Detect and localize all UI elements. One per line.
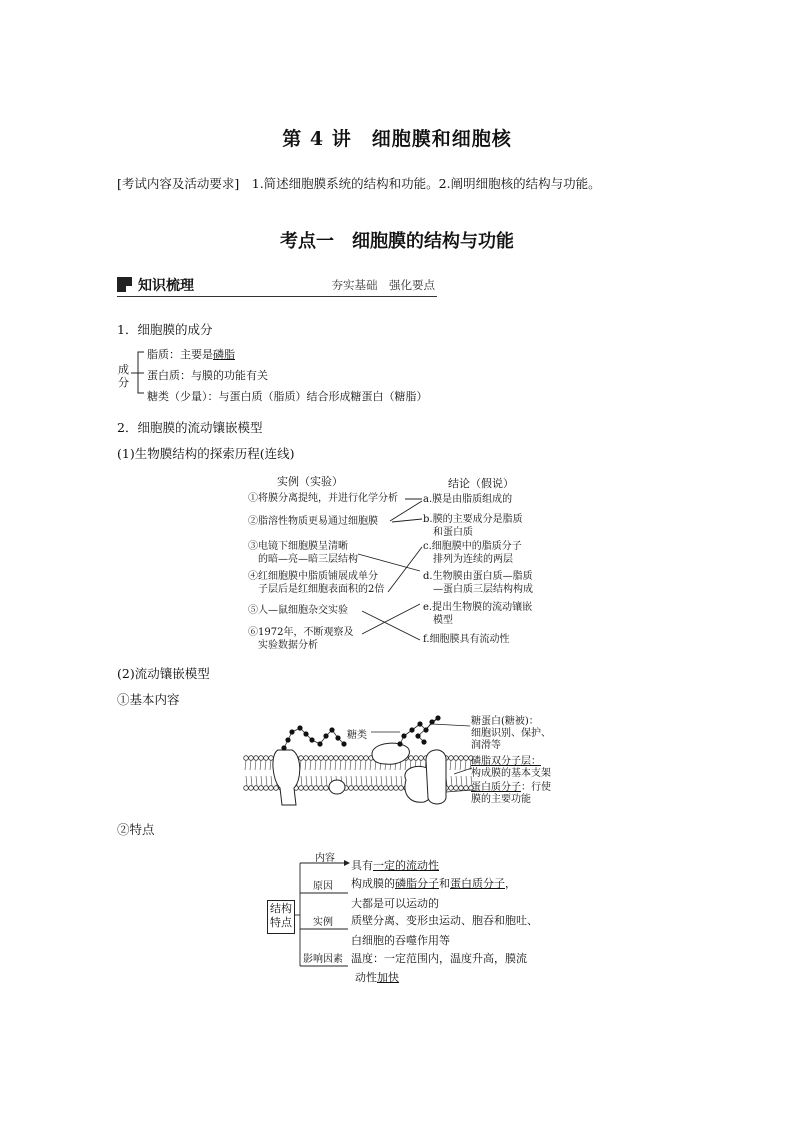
phospholipid-head — [299, 786, 304, 791]
phospholipid-head — [459, 756, 464, 761]
phospholipid-head — [254, 786, 259, 791]
conclusion-3-line-1: c.细胞膜中的脂质分子 — [423, 541, 522, 552]
brace-label-2: 分 — [118, 376, 129, 389]
conclusion-4-line-1: d.生物膜由蛋白质—脂质 — [423, 571, 533, 582]
phospholipid-tail — [320, 760, 321, 770]
reason-key-1: 磷脂分子 — [395, 877, 439, 890]
phospholipid-head — [304, 756, 309, 761]
phospholipid-tail — [360, 760, 361, 770]
phospholipid-tail — [456, 776, 457, 786]
phospholipid-tail — [340, 760, 341, 770]
phospholipid-head — [324, 786, 329, 791]
phospholipid-head — [414, 756, 419, 761]
phospholipid-head — [459, 786, 464, 791]
conclusion-2-line-2: 和蛋白质 — [423, 527, 473, 538]
reason-prefix: 构成膜的 — [351, 877, 395, 890]
phospholipid-tail — [460, 760, 461, 770]
phospholipid-head — [259, 786, 264, 791]
phospholipid-tail — [330, 760, 331, 770]
sugar-bead — [281, 745, 286, 750]
phospholipid-head — [314, 786, 319, 791]
conclusion-3-line-2: 排列为连续的两层 — [423, 554, 513, 565]
phospholipid-head — [274, 786, 279, 791]
phospholipid-tail — [266, 776, 267, 786]
phospholipid-head — [454, 786, 459, 791]
phospholipid-tail — [335, 760, 336, 770]
phospholipid-head — [374, 786, 379, 791]
phospholipid-head — [319, 786, 324, 791]
protein-line-2: 膜的主要功能 — [471, 794, 531, 805]
conclusion-5-line-2: 模型 — [423, 615, 453, 626]
phospholipid-tail — [386, 776, 387, 786]
phospholipid-tail — [451, 776, 452, 786]
phospholipid-head — [449, 756, 454, 761]
phospholipid-tail — [256, 776, 257, 786]
s2-heading: 2．细胞膜的流动镶嵌模型 — [117, 420, 263, 435]
sugar-bead — [329, 727, 334, 732]
phospholipid-head — [449, 786, 454, 791]
phospholipid-tail — [465, 760, 466, 770]
phospholipid-tail — [251, 776, 252, 786]
channel-protein — [426, 750, 446, 804]
reason-text — [351, 875, 516, 891]
content-key: 一定的流动性 — [373, 859, 439, 872]
sugar-bead — [397, 741, 402, 746]
sugar-bead — [417, 721, 422, 726]
phospholipid-tail — [270, 760, 271, 770]
phospholipid-tail — [401, 776, 402, 786]
content-text — [351, 857, 439, 873]
phospholipid-head — [464, 756, 469, 761]
phospholipid-tail — [246, 776, 247, 786]
phospholipid-tail — [461, 776, 462, 786]
experiment-5-line-1: ⑤人—鼠细胞杂交实验 — [248, 605, 348, 616]
protein-line: 蛋白质：与膜的功能有关 — [147, 369, 268, 382]
phospholipid-tail — [351, 776, 352, 786]
phospholipid-head — [354, 786, 359, 791]
leader-line — [432, 724, 470, 726]
sugar-line: 糖类（少量）：与蛋白质（脂质）结合形成糖蛋白（糖脂） — [147, 390, 428, 403]
phospholipid-tail — [396, 776, 397, 786]
phospholipid-tail — [356, 776, 357, 786]
phospholipid-tail — [305, 760, 306, 770]
features-box-line-1: 结构 — [270, 902, 292, 915]
reason-label: 原因 — [313, 881, 333, 892]
s2-p2b: ②特点 — [117, 822, 155, 837]
phospholipid-head — [334, 756, 339, 761]
factor-key: 加快 — [377, 971, 399, 984]
exam-requirements: [考试内容及活动要求] 1.简述细胞膜系统的结构和功能。2.阐明细胞核的结构与功能。 — [117, 176, 601, 191]
glycoprotein-line-3: 润滑等 — [471, 740, 501, 751]
surface-protein — [372, 743, 409, 764]
experiment-2-line-1: ②脂溶性物质更易通过细胞膜 — [248, 516, 378, 527]
conclusion-5-line-1: e.提出生物膜的流动镶嵌 — [423, 602, 533, 613]
example-line-2: 白细胞的吞噬作用等 — [351, 934, 450, 947]
phospholipid-tail — [321, 776, 322, 786]
phospholipid-tail — [366, 776, 367, 786]
phospholipid-head — [309, 786, 314, 791]
phospholipid-head — [359, 756, 364, 761]
s1-heading: 1．细胞膜的成分 — [117, 322, 213, 337]
sugar-bead — [401, 733, 406, 738]
phospholipid-tail — [361, 776, 362, 786]
phospholipid-tail — [250, 760, 251, 770]
phospholipid-head — [244, 756, 249, 761]
phospholipid-head — [319, 756, 324, 761]
sugar-bead — [309, 737, 314, 742]
lipid-key: 磷脂 — [213, 348, 235, 361]
phospholipid-head — [259, 756, 264, 761]
glycoprotein-line-1: 糖蛋白(糖被)： — [471, 716, 539, 727]
phospholipid-head — [384, 786, 389, 791]
experiment-3-line-2: 的暗—亮—暗三层结构 — [248, 554, 358, 565]
sugar-label: 糖类 — [347, 730, 367, 741]
phospholipid-tail — [245, 760, 246, 770]
phospholipid-tail — [371, 776, 372, 786]
glycoprotein-line-2: 细胞识别、保护、 — [471, 728, 551, 739]
conclusion-2-line-1: b.膜的主要成分是脂质 — [423, 514, 523, 525]
leader-line — [454, 768, 472, 774]
phospholipid-head — [409, 756, 414, 761]
conclusion-1-line-1: a.膜是由脂质组成的 — [423, 494, 513, 505]
membrane-diagram — [240, 710, 476, 810]
phospholipid-tail — [255, 760, 256, 770]
bilayer-line-2: 构成膜的基本支架 — [471, 768, 551, 779]
phospholipid-tail — [310, 760, 311, 770]
phospholipid-head — [264, 786, 269, 791]
phospholipid-head — [329, 756, 334, 761]
phospholipid-tail — [455, 760, 456, 770]
phospholipid-tail — [345, 760, 346, 770]
sugar-bead — [297, 725, 302, 730]
bilayer-line-1: 磷脂双分子层： — [471, 756, 541, 767]
knowledge-tagline: 夯实基础 强化要点 — [331, 278, 435, 292]
conclusion-header: 结论（假说） — [448, 477, 514, 490]
phospholipid-head — [454, 756, 459, 761]
glycoprotein-label — [471, 716, 551, 752]
phospholipid-tail — [265, 760, 266, 770]
section-title: 考点一 细胞膜的结构与功能 — [280, 231, 514, 252]
lipid-text: 脂质：主要是 — [147, 348, 213, 361]
sugar-bead — [285, 737, 290, 742]
protein-label — [471, 782, 551, 806]
phospholipid-tail — [316, 776, 317, 786]
phospholipid-head — [324, 756, 329, 761]
phospholipid-tail — [306, 776, 307, 786]
phospholipid-tail — [346, 776, 347, 786]
phospholipid-tail — [355, 760, 356, 770]
phospholipid-tail — [370, 760, 371, 770]
phospholipid-head — [299, 756, 304, 761]
phospholipid-head — [304, 786, 309, 791]
factor-line-2 — [355, 969, 399, 985]
features-box-line-2: 特点 — [270, 916, 292, 929]
reason-end: ， — [505, 877, 516, 890]
factor-label: 影响因素 — [303, 954, 343, 965]
phospholipid-tail — [405, 760, 406, 770]
sugar-bead — [341, 741, 346, 746]
sugar-bead — [335, 735, 340, 740]
features-box — [267, 900, 295, 934]
phospholipid-tail — [365, 760, 366, 770]
phospholipid-head — [369, 786, 374, 791]
phospholipid-tail — [271, 776, 272, 786]
experiment-header: 实例（实验） — [277, 475, 343, 488]
conclusion-6-line-1: f.细胞膜具有流动性 — [423, 634, 510, 645]
sugar-bead — [323, 733, 328, 738]
sugar-bead — [421, 739, 426, 744]
sugar-bead — [423, 727, 428, 732]
content-label: 内容 — [315, 853, 335, 864]
brace-label-1: 成 — [118, 363, 129, 376]
phospholipid-head — [394, 786, 399, 791]
phospholipid-head — [464, 786, 469, 791]
phospholipid-tail — [326, 776, 327, 786]
phospholipid-tail — [311, 776, 312, 786]
protein-rest: ：行使 — [521, 782, 551, 793]
example-label: 实例 — [313, 917, 333, 928]
reason-key-2: 蛋白质分子 — [450, 877, 505, 890]
phospholipid-head — [344, 756, 349, 761]
knowledge-title: 知识梳理 — [138, 278, 194, 294]
experiment-4-line-2: 子层后是红细胞表面积的2倍 — [248, 584, 385, 595]
experiment-1-line-1: ①将膜分离提纯，并进行化学分析 — [248, 493, 398, 504]
phospholipid-head — [359, 786, 364, 791]
phospholipid-tail — [381, 776, 382, 786]
s2-p2a: ①基本内容 — [117, 692, 180, 707]
factor-line-1: 温度：一定范围内，温度升高，膜流 — [351, 952, 527, 965]
phospholipid-head — [379, 786, 384, 791]
conclusion-4-line-2: —蛋白质三层结构构成 — [423, 584, 533, 595]
phospholipid-tail — [260, 760, 261, 770]
phospholipid-head — [399, 786, 404, 791]
s2-p1: (1)生物膜结构的探索历程(连线) — [117, 446, 295, 461]
sugar-bead — [303, 731, 308, 736]
phospholipid-head — [349, 756, 354, 761]
phospholipid-tail — [261, 776, 262, 786]
peripheral-protein — [329, 780, 345, 794]
factor-prefix: 动性 — [355, 971, 377, 984]
bilayer-label — [471, 756, 551, 780]
s2-p2: (2)流动镶嵌模型 — [117, 666, 210, 681]
phospholipid-head — [314, 756, 319, 761]
phospholipid-tail — [466, 776, 467, 786]
experiment-6-line-2: 实验数据分析 — [248, 640, 318, 651]
sugar-bead — [289, 729, 294, 734]
sugar-link — [418, 718, 438, 736]
phospholipid-head — [309, 756, 314, 761]
content-prefix: 具有 — [351, 859, 373, 872]
reason-line-2: 大都是可以运动的 — [351, 897, 439, 910]
phospholipid-head — [389, 786, 394, 791]
sugar-bead — [435, 715, 440, 720]
phospholipid-tail — [315, 760, 316, 770]
experiment-3-line-1: ③电镜下细胞膜呈清晰 — [248, 541, 348, 552]
phospholipid-head — [269, 786, 274, 791]
phospholipid-head — [264, 756, 269, 761]
example-line-1: 质壁分离、变形虫运动、胞吞和胞吐、 — [351, 914, 538, 927]
phospholipid-head — [354, 756, 359, 761]
reason-mid: 和 — [439, 877, 450, 890]
phospholipid-head — [419, 756, 424, 761]
phospholipid-tail — [376, 776, 377, 786]
phospholipid-tail — [325, 760, 326, 770]
protein-key: 蛋白质分子 — [471, 782, 521, 793]
sugar-bead — [317, 741, 322, 746]
phospholipid-tail — [450, 760, 451, 770]
phospholipid-head — [244, 786, 249, 791]
transmembrane-protein — [273, 750, 300, 805]
phospholipid-head — [254, 756, 259, 761]
phospholipid-tail — [391, 776, 392, 786]
phospholipid-head — [339, 756, 344, 761]
experiment-4-line-1: ④红细胞膜中脂质铺展成单分 — [248, 571, 378, 582]
phospholipid-head — [249, 756, 254, 761]
phospholipid-head — [364, 756, 369, 761]
phospholipid-tail — [350, 760, 351, 770]
page-title: 第 4 讲 细胞膜和细胞核 — [282, 128, 512, 150]
sugar-bead — [409, 727, 414, 732]
phospholipid-head — [249, 786, 254, 791]
phospholipid-head — [349, 786, 354, 791]
phospholipid-tail — [301, 776, 302, 786]
sugar-bead — [415, 733, 420, 738]
experiment-6-line-1: ⑥1972年，不断观察及 — [248, 627, 354, 638]
phospholipid-head — [364, 786, 369, 791]
